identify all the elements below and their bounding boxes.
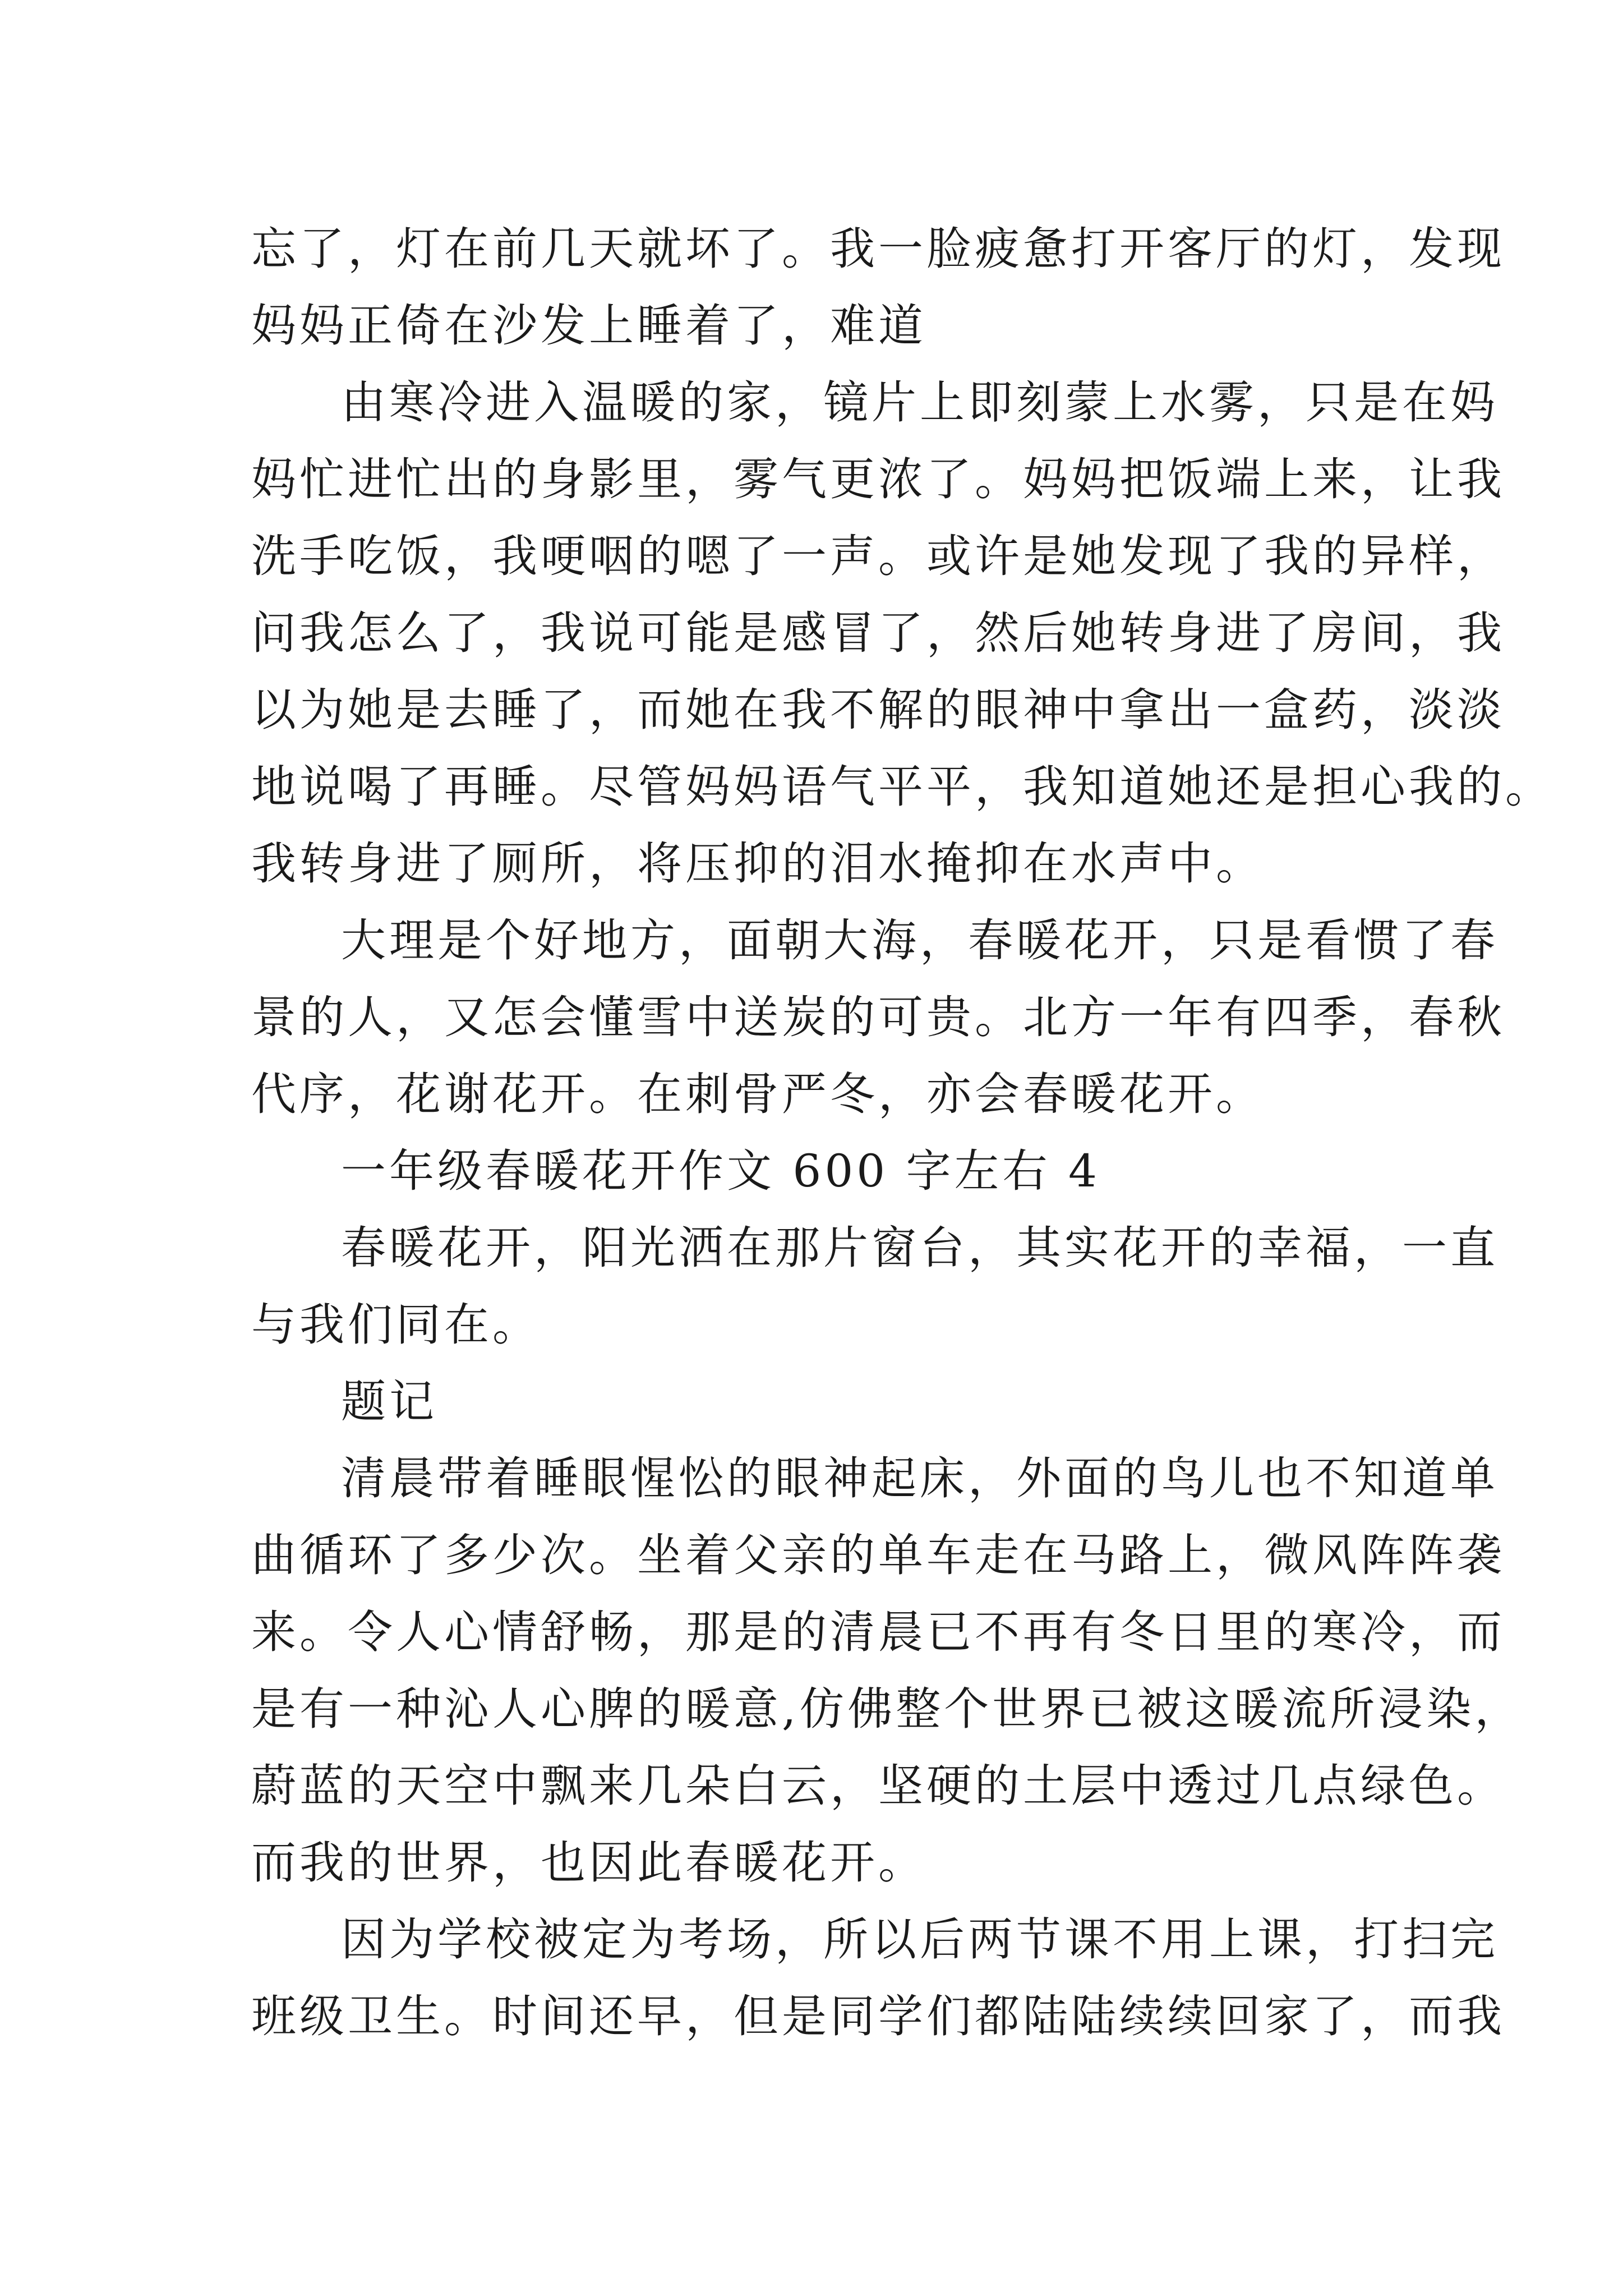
- text-line: 景的人，又怎会懂雪中送炭的可贵。北方一年有四季，春秋: [251, 991, 1505, 1043]
- text-line: 我转身进了厕所，将压抑的泪水掩抑在水声中。: [251, 838, 1264, 890]
- section-heading: [251, 1133, 1390, 1209]
- paragraph: [251, 1209, 1498, 1363]
- text-line: 由寒冷进入温暖的家，镜片上即刻蒙上水雾，只是在妈: [341, 376, 1498, 429]
- text-line: 而我的世界，也因此春暖花开。: [251, 1837, 926, 1889]
- paragraph: [251, 210, 1505, 364]
- text-line: 曲循环了多少次。坐着父亲的单车走在马路上，微风阵阵袭: [251, 1529, 1505, 1581]
- body-text: [251, 210, 1553, 2055]
- paragraph: [251, 364, 1553, 902]
- text-line: 以为她是去睡了，而她在我不解的眼神中拿出一盒药，淡淡: [251, 684, 1505, 736]
- text-line: 忘了，灯在前几天就坏了。我一脸疲惫打开客厅的灯，发现: [251, 223, 1505, 275]
- text-line: 问我怎么了，我说可能是感冒了，然后她转身进了房间，我: [251, 607, 1505, 659]
- text-line: 妈忙进忙出的身影里，雾气更浓了。妈妈把饭端上来，让我: [251, 453, 1505, 505]
- text-line: 是有一种沁人心脾的暖意,仿佛整个世界已被这暖流所浸染，: [251, 1683, 1523, 1735]
- text-line: 代序，花谢花开。在刺骨严冬，亦会春暖花开。: [251, 1068, 1264, 1120]
- paragraph: [251, 1363, 1390, 1440]
- text-line: 来。令人心情舒畅，那是的清晨已不再有冬日里的寒冷，而: [251, 1606, 1505, 1658]
- paragraph: [251, 1440, 1523, 1901]
- text-line: 班级卫生。时间还早，但是同学们都陆陆续续回家了，而我: [251, 1990, 1505, 2042]
- text-line: 妈妈正倚在沙发上睡着了，难道: [251, 300, 926, 352]
- text-line: 清晨带着睡眼惺忪的眼神起床，外面的鸟儿也不知道单: [341, 1452, 1498, 1504]
- paragraph: [251, 1901, 1505, 2055]
- text-line: 题记: [341, 1375, 437, 1428]
- text-line: 洗手吃饭，我哽咽的嗯了一声。或许是她发现了我的异样，: [251, 530, 1505, 582]
- heading-text: 一年级春暖花开作文 600 字左右 4: [341, 1145, 1100, 1197]
- text-line: 大理是个好地方，面朝大海，春暖花开，只是看惯了春: [341, 914, 1498, 967]
- text-line: 蔚蓝的天空中飘来几朵白云，坚硬的土层中透过几点绿色。: [251, 1760, 1505, 1812]
- paragraph: [251, 902, 1505, 1133]
- text-line: 因为学校被定为考场，所以后两节课不用上课，打扫完: [341, 1913, 1498, 1966]
- text-line: 地说喝了再睡。尽管妈妈语气平平，我知道她还是担心我的。: [251, 761, 1553, 813]
- text-line: 与我们同在。: [251, 1299, 541, 1351]
- text-line: 春暖花开，阳光洒在那片窗台，其实花开的幸福，一直: [341, 1222, 1498, 1274]
